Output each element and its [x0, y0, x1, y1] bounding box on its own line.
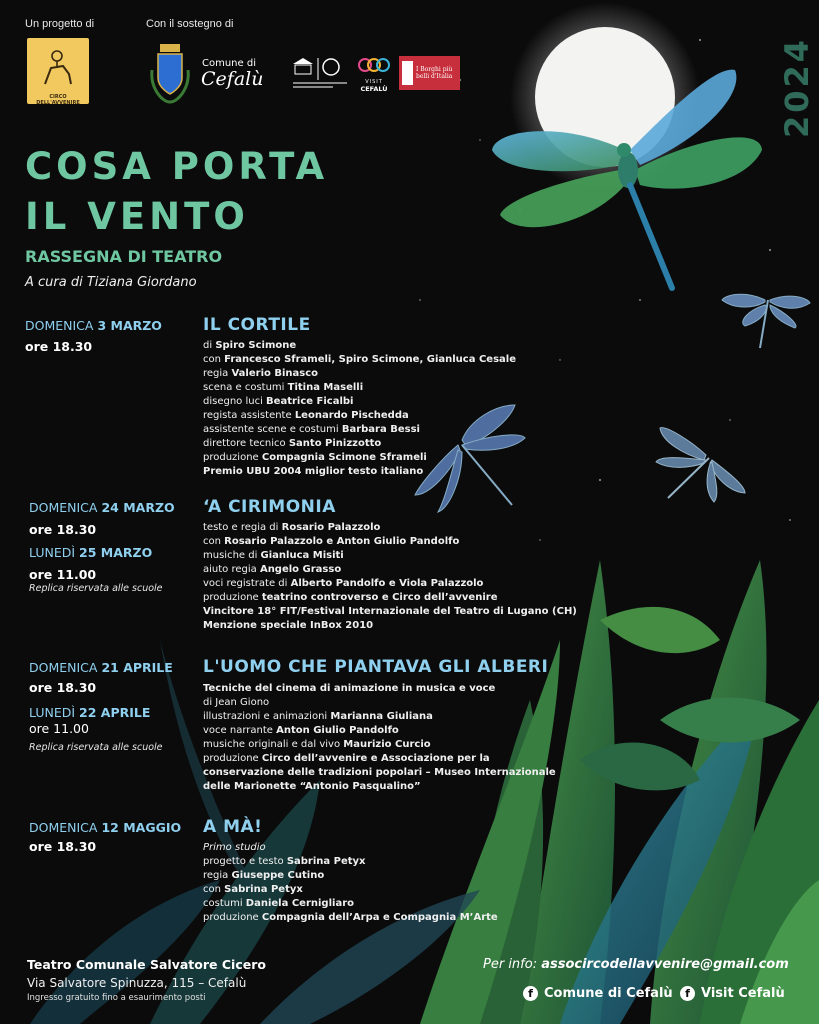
progetto-label: Un progetto di: [25, 18, 95, 30]
curated-by: A cura di Tiziana Giordano: [25, 275, 197, 290]
facebook-icon: f: [680, 986, 695, 1001]
credit-name: Compagnia dell’Arpa e Compagnia M’Arte: [261, 912, 498, 923]
credit-line: [203, 724, 556, 738]
credit-name: delle Marionette “Antonio Pasqualino”: [203, 781, 421, 792]
credit-name: Giuseppe Cutino: [231, 870, 325, 881]
facebook-visit-link[interactable]: [680, 986, 785, 1001]
credit-name: Titina Maselli: [287, 382, 364, 393]
credit-role: costumi: [203, 898, 246, 909]
credit-line: [203, 682, 556, 696]
credit-line: [203, 738, 556, 752]
credit-line: [203, 465, 516, 479]
credit-name: Barbara Bessi: [341, 424, 420, 435]
event4-time: ore 18.30: [29, 839, 97, 854]
event3-date1-bold: 21 APRILE: [101, 660, 173, 675]
credit-name: teatrino controverso e Circo dell’avvenire: [261, 592, 498, 603]
visit-rings-icon: [357, 55, 391, 75]
event2-date2: [29, 545, 152, 560]
credit-name: Valerio Binasco: [231, 368, 319, 379]
credit-line: [203, 395, 516, 409]
credit-role: produzione: [203, 912, 262, 923]
credit-line: [203, 423, 516, 437]
unesco-logos: [291, 56, 349, 92]
credit-line: [203, 696, 556, 710]
credit-name: Anton Giulio Pandolfo: [276, 725, 399, 736]
dragonfly-small-1: [722, 294, 810, 348]
credit-line: [203, 897, 498, 911]
credit-role: con: [203, 884, 225, 895]
facebook-visit-label: Visit Cefalù: [701, 986, 785, 1001]
credit-name: Compagnia Scimone Sframeli: [261, 452, 427, 463]
credit-line: [203, 883, 498, 897]
credit-line: [203, 339, 516, 353]
credit-line: [203, 367, 516, 381]
borghi-tower-icon: [402, 61, 413, 85]
borghi-logo: [399, 56, 460, 90]
credit-name: Alberto Pandolfo e Viola Palazzolo: [290, 578, 484, 589]
event2-credits: [203, 521, 577, 633]
event3-day2: LUNEDÌ: [29, 705, 76, 720]
year: 2024: [778, 36, 816, 138]
event2-date1: [29, 500, 175, 515]
cefalu-coat-of-arms: [146, 40, 194, 106]
unesco-icon: [291, 56, 349, 92]
credit-line: [203, 353, 516, 367]
credit-role: aiuto regia: [203, 564, 260, 575]
event3-time1: ore 18.30: [29, 680, 97, 695]
event3-credits: [203, 682, 556, 794]
event2-note: Replica riservata alle scuole: [29, 583, 163, 594]
event3-day1: DOMENICA: [29, 660, 98, 675]
credit-role: musiche di: [203, 550, 261, 561]
event2-day2: LUNEDÌ: [29, 545, 76, 560]
circo-logo-caption: CIRCO DELL'AVVENIRE: [36, 94, 80, 106]
coat-of-arms-icon: [146, 40, 194, 106]
sostegno-label: Con il sostegno di: [146, 18, 234, 30]
free-entry: Ingresso gratuito fino a esaurimento posti: [27, 993, 206, 1003]
credit-line: [203, 521, 577, 535]
credit-role: regista assistente: [203, 410, 295, 421]
subtitle: RASSEGNA DI TEATRO: [25, 247, 223, 266]
event1-time: ore 18.30: [25, 339, 93, 354]
event1-title: IL CORTILE: [203, 315, 311, 335]
event4-date-bold: 12 MAGGIO: [101, 820, 182, 835]
credit-name: Sabrina Petyx: [286, 856, 366, 867]
venue-name: Teatro Comunale Salvatore Cicero: [27, 957, 266, 972]
credit-name: Leonardo Pischedda: [294, 410, 409, 421]
credit-name: Daniela Cernigliaro: [245, 898, 354, 909]
credit-role: di: [203, 340, 216, 351]
event1-date: [25, 318, 162, 333]
event2-date1-bold: 24 MARZO: [101, 500, 175, 515]
credit-role: musiche originali e dal vivo: [203, 739, 344, 750]
credit-line: [203, 780, 556, 794]
event2-title: ‘A CIRIMONIA: [203, 497, 336, 517]
credit-role: regia: [203, 368, 232, 379]
credit-line: [203, 563, 577, 577]
credit-name: Francesco Sframeli, Spiro Scimone, Gianluca Cesale: [224, 354, 516, 365]
borghi-text: I Borghi più belli d'Italia: [416, 66, 453, 80]
visit-logo-text: VISIT: [365, 79, 383, 85]
title-line-2: IL VENTO: [25, 195, 249, 238]
event1-day: DOMENICA: [25, 318, 94, 333]
info-label: Per info:: [483, 957, 542, 972]
credit-name: Premio UBU 2004 miglior testo italiano: [203, 466, 424, 477]
event2-time1: ore 18.30: [29, 522, 97, 537]
credit-role: con: [203, 536, 225, 547]
event2-date2-bold: 25 MARZO: [79, 545, 153, 560]
credit-role: voce narrante: [203, 725, 277, 736]
visit-logo-sub: CEFALÙ: [360, 85, 388, 93]
comune-name: Cefalù: [201, 68, 264, 90]
circo-avvenire-logo: [27, 38, 89, 104]
comune-small: Comune di: [202, 58, 256, 69]
credit-line: [203, 752, 556, 766]
credit-line: [203, 591, 577, 605]
credit-name: Spiro Scimone: [215, 340, 297, 351]
credit-line: [203, 605, 577, 619]
visit-cefalu-logo: [357, 55, 391, 93]
credit-role: testo e regia di: [203, 522, 282, 533]
credit-line: [203, 710, 556, 724]
credit-line: [203, 911, 498, 925]
title-line-1: COSA PORTA: [25, 145, 329, 188]
event4-date: [29, 820, 181, 835]
credit-role: voci registrate di: [203, 578, 291, 589]
credit-name: Circo dell’avvenire e Associazione per la: [261, 753, 490, 764]
event4-title: A MÀ!: [203, 817, 263, 837]
event1-date-bold: 3 MARZO: [97, 318, 162, 333]
credit-name: Vincitore 18° FIT/Festival Internazionale del Teatro di Lugano (CH): [203, 606, 577, 617]
credit-role: disegno luci: [203, 396, 267, 407]
credit-name: Maurizio Curcio: [343, 739, 431, 750]
credit-name: Santo Pinizzotto: [288, 438, 382, 449]
event4-day: DOMENICA: [29, 820, 98, 835]
facebook-comune-label: Comune di Cefalù: [544, 986, 673, 1001]
event3-title: L'UOMO CHE PIANTAVA GLI ALBERI: [203, 657, 549, 677]
credit-line: [203, 381, 516, 395]
credit-role: progetto e testo: [203, 856, 287, 867]
credit-line: [203, 577, 577, 591]
credit-role: con: [203, 354, 225, 365]
credit-role: regia: [203, 870, 232, 881]
credit-name: Tecniche del cinema di animazione in musica e voce: [203, 683, 496, 694]
credit-name: conservazione delle tradizioni popolari – Museo Internazionale: [203, 767, 556, 778]
credit-role: produzione: [203, 592, 262, 603]
event3-time2: ore 11.00: [29, 721, 89, 736]
credit-name: Gianluca Misiti: [260, 550, 344, 561]
event4-subtitle: Primo studio: [203, 842, 266, 853]
event4-credits: [203, 855, 498, 925]
credit-name: Menzione speciale InBox 2010: [203, 620, 374, 631]
facebook-comune-link[interactable]: [523, 986, 673, 1001]
credit-line: [203, 855, 498, 869]
credit-name: Angelo Grasso: [259, 564, 342, 575]
credit-name: Rosario Palazzolo e Anton Giulio Pandolfo: [224, 536, 460, 547]
credit-line: [203, 409, 516, 423]
event3-note: Replica riservata alle scuole: [29, 742, 163, 753]
credit-role: assistente scene e costumi: [203, 424, 342, 435]
event3-date2: [29, 705, 150, 720]
credit-line: [203, 535, 577, 549]
event2-day1: DOMENICA: [29, 500, 98, 515]
credit-name: Rosario Palazzolo: [281, 522, 381, 533]
event1-credits: [203, 339, 516, 479]
event3-date2-bold: 22 APRILE: [79, 705, 151, 720]
credit-role: produzione: [203, 452, 262, 463]
credit-role: scena e costumi: [203, 382, 288, 393]
credit-line: [203, 869, 498, 883]
info-line: [483, 957, 789, 972]
event3-date1: [29, 660, 173, 675]
credit-line: [203, 451, 516, 465]
email-link[interactable]: assocircodellavvenire@gmail.com: [541, 957, 789, 972]
credit-name: Sabrina Petyx: [224, 884, 303, 895]
dragonfly-small-3: [656, 428, 745, 502]
event2-time2: ore 11.00: [29, 567, 97, 582]
credit-name: Beatrice Ficalbi: [266, 396, 354, 407]
credit-line: [203, 437, 516, 451]
facebook-icon: f: [523, 986, 538, 1001]
credit-role: direttore tecnico: [203, 438, 289, 449]
credit-line: [203, 549, 577, 563]
credit-line: [203, 619, 577, 633]
credit-role: illustrazioni e animazioni: [203, 711, 331, 722]
credit-name: Marianna Giuliana: [330, 711, 433, 722]
credit-role: di Jean Giono: [203, 697, 270, 708]
credit-line: [203, 766, 556, 780]
credit-role: produzione: [203, 753, 262, 764]
venue-address: Via Salvatore Spinuzza, 115 – Cefalù: [27, 976, 247, 990]
